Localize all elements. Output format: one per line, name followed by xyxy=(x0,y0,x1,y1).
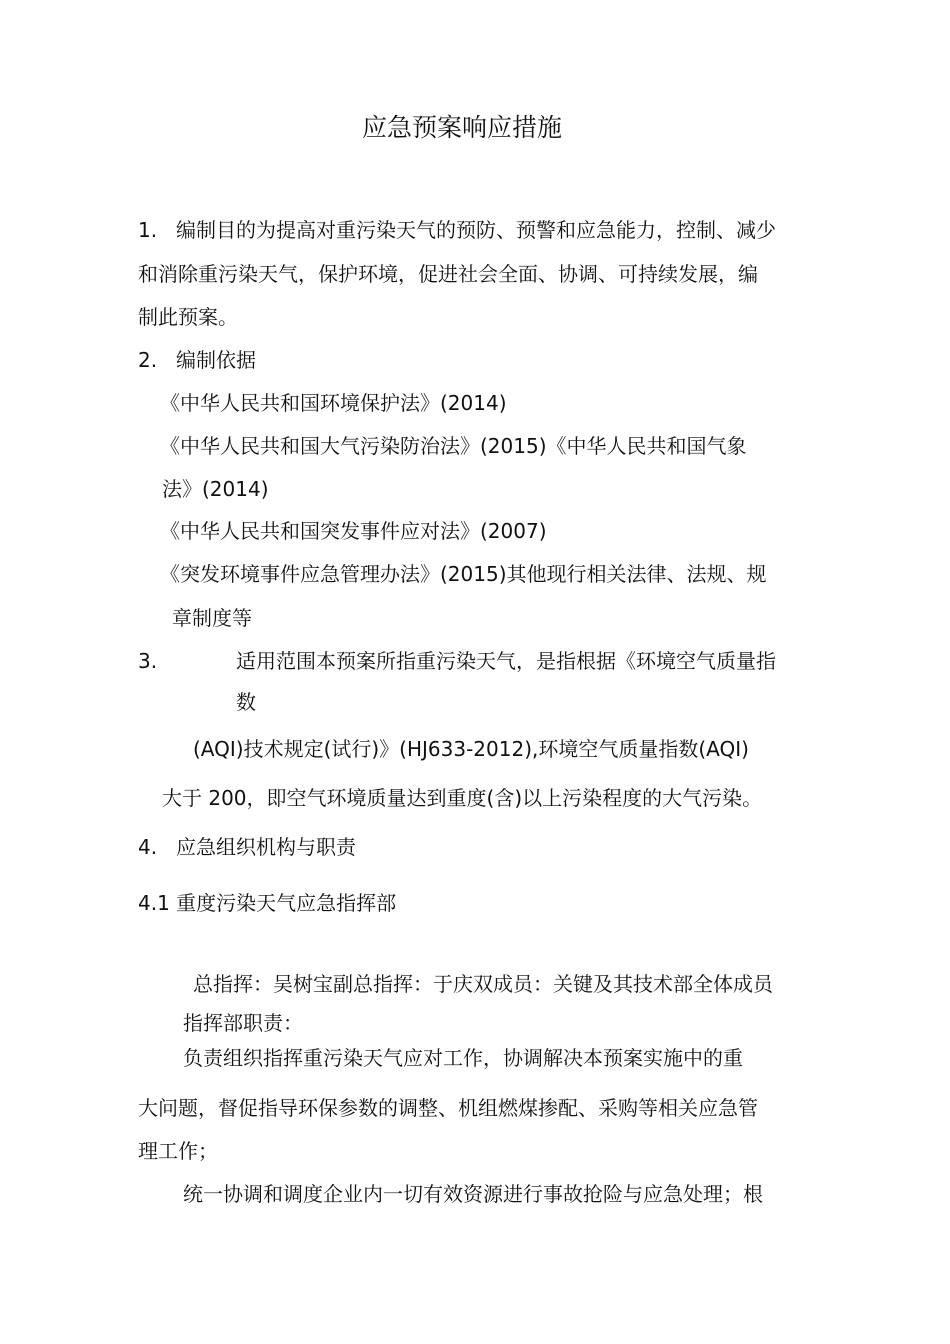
section-3-line-3: (AQI)技术规定(试行)》(HJ633-2012),环境空气质量指数(AQI) xyxy=(193,737,749,761)
document-title: 应急预案响应措施 xyxy=(362,113,563,142)
section-4-1-heading: 4.1 重度污染天气应急指挥部 xyxy=(138,891,397,915)
section-3-line-4: 大于 200，即空气环境质量达到重度(含)以上污染程度的大气污染。 xyxy=(162,786,763,810)
section-1-line-3: 制此预案。 xyxy=(138,305,238,329)
section-3-line-1: 适用范围本预案所指重污染天气，是指根据《环境空气质量指 xyxy=(236,649,776,673)
section-1-line-2: 和消除重污染天气，保护环境，促进社会全面、协调、可持续发展，编 xyxy=(138,262,758,286)
duty-line-1: 负责组织指挥重污染天气应对工作，协调解决本预案实施中的重 xyxy=(183,1046,743,1070)
section-3-line-2: 数 xyxy=(236,690,256,714)
section-1-number: 1. xyxy=(138,218,158,242)
section-4-number: 4. xyxy=(138,835,158,859)
section-2-line-6: 章制度等 xyxy=(172,606,252,630)
duty-line-2: 大问题，督促指导环保参数的调整、机组燃煤掺配、采购等相关应急管 xyxy=(138,1096,758,1120)
section-2-line-2: 《中华人民共和国大气污染防治法》(2015)《中华人民共和国气象 xyxy=(160,434,747,458)
section-2-line-3: 法》(2014) xyxy=(162,477,269,501)
command-duties-label: 指挥部职责： xyxy=(183,1011,303,1035)
command-members: 总指挥：吴树宝副总指挥：于庆双成员：关键及其技术部全体成员 xyxy=(193,972,773,996)
section-3-number: 3. xyxy=(138,649,158,673)
duty-line-4: 统一协调和调度企业内一切有效资源进行事故抢险与应急处理；根 xyxy=(183,1182,763,1206)
section-2-line-4: 《中华人民共和国突发事件应对法》(2007) xyxy=(160,519,547,543)
duty-line-3: 理工作； xyxy=(138,1139,218,1163)
section-2-line-1: 《中华人民共和国环境保护法》(2014) xyxy=(160,391,507,415)
section-4-heading: 应急组织机构与职责 xyxy=(176,835,356,859)
section-1-line-1: 编制目的为提高对重污染天气的预防、预警和应急能力，控制、减少 xyxy=(176,218,776,242)
section-2-heading: 编制依据 xyxy=(176,348,256,372)
section-2-line-5: 《突发环境事件应急管理办法》(2015)其他现行相关法律、法规、规 xyxy=(160,562,767,586)
section-2-number: 2. xyxy=(138,348,158,372)
